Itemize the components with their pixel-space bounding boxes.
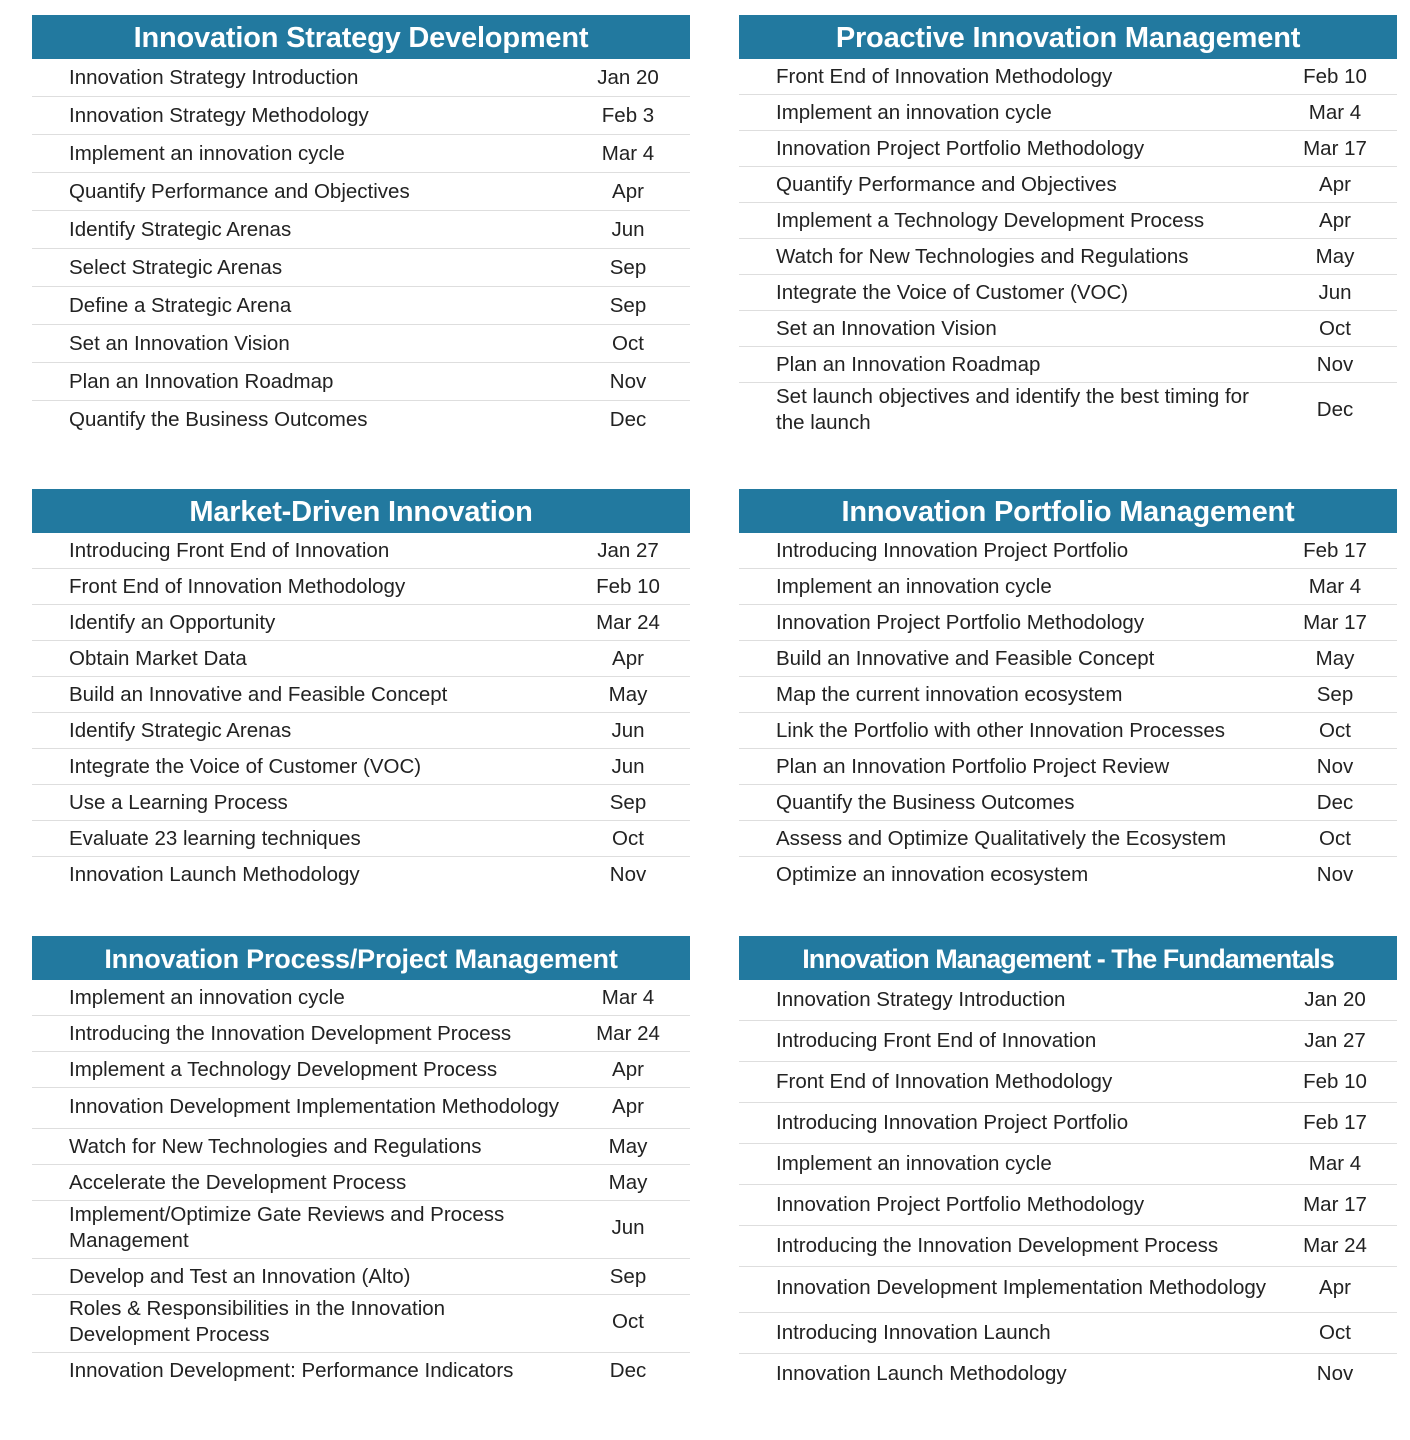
course-title: Select Strategic Arenas <box>69 255 283 279</box>
course-title: Optimize an innovation ecosystem <box>776 862 1089 886</box>
schedule-row <box>32 135 690 173</box>
schedule-row <box>32 249 690 287</box>
schedule-row <box>32 641 690 677</box>
course-date: Sep <box>609 255 647 279</box>
course-date: Oct <box>1319 718 1351 742</box>
course-title: Quantify Performance and Objectives <box>776 172 1117 196</box>
course-date: Feb 10 <box>1303 1070 1367 1093</box>
course-date: Oct <box>612 1310 644 1333</box>
course-date: Dec <box>1316 398 1354 421</box>
course-title: Plan an Innovation Portfolio Project Review <box>776 754 1170 778</box>
course-date: Mar 4 <box>601 985 655 1009</box>
schedule-row <box>32 1201 690 1259</box>
course-date: Mar 24 <box>596 1021 660 1045</box>
course-title: Watch for New Technologies and Regulations <box>69 1134 482 1158</box>
schedule-row <box>739 311 1397 347</box>
schedule-row <box>739 239 1397 275</box>
course-date: Sep <box>609 1264 647 1288</box>
panel-innovation-portfolio-management <box>739 489 1397 892</box>
course-title: Set an Innovation Vision <box>776 316 997 340</box>
course-title: Introducing Innovation Launch <box>776 1321 1051 1344</box>
course-title: Implement an innovation cycle <box>69 141 345 165</box>
course-title: Quantify Performance and Objectives <box>69 179 410 203</box>
course-title: Introducing Innovation Project Portfolio <box>776 538 1129 562</box>
course-date: Feb 3 <box>601 103 655 127</box>
schedule-row <box>32 1295 690 1353</box>
course-date: Nov <box>609 369 647 393</box>
course-title: Watch for New Technologies and Regulations <box>776 244 1189 268</box>
course-title: Plan an Innovation Roadmap <box>776 352 1041 376</box>
course-date: May <box>1315 646 1355 670</box>
panel-innovation-process-project-management <box>32 936 690 1388</box>
schedule-row <box>739 1267 1397 1313</box>
course-title: Build an Innovative and Feasible Concept <box>776 646 1155 670</box>
schedule-row <box>739 1062 1397 1103</box>
schedule-row <box>32 211 690 249</box>
schedule-row <box>32 821 690 857</box>
schedule-row <box>739 1103 1397 1144</box>
course-date: Mar 24 <box>1303 1234 1367 1257</box>
panel-header: Market-Driven Innovation <box>32 489 690 533</box>
schedule-row <box>32 713 690 749</box>
course-title: Implement a Technology Development Process <box>776 208 1205 232</box>
course-date: Apr <box>612 1094 644 1118</box>
course-date: Jun <box>611 217 645 241</box>
panel-header: Innovation Management - The Fundamentals <box>739 936 1397 980</box>
course-title: Innovation Launch Methodology <box>776 1362 1067 1385</box>
schedule-row <box>739 533 1397 569</box>
course-date: May <box>1315 244 1355 268</box>
schedule-row <box>739 605 1397 641</box>
schedule-row <box>32 605 690 641</box>
course-title: Introducing Front End of Innovation <box>776 1029 1097 1052</box>
course-date: Oct <box>1319 316 1351 340</box>
course-date: Jun <box>611 754 645 778</box>
course-title: Build an Innovative and Feasible Concept <box>69 682 448 706</box>
course-title: Implement/Optimize Gate Reviews and Process Management <box>69 1203 505 1252</box>
course-date: Dec <box>609 407 647 431</box>
schedule-row <box>32 1353 690 1388</box>
course-date: May <box>608 682 648 706</box>
course-title: Implement an innovation cycle <box>776 574 1052 598</box>
course-title: Introducing Innovation Project Portfolio <box>776 1111 1129 1134</box>
course-date: Nov <box>1316 352 1354 376</box>
course-title: Integrate the Voice of Customer (VOC) <box>69 754 422 778</box>
course-date: Mar 17 <box>1303 610 1367 634</box>
schedule-row <box>32 363 690 401</box>
course-title: Innovation Project Portfolio Methodology <box>776 136 1145 160</box>
course-date: Jan 20 <box>1304 988 1366 1011</box>
course-title: Set launch objectives and identify the best timing for the launch <box>776 385 1249 434</box>
schedule-row <box>32 533 690 569</box>
course-title: Accelerate the Development Process <box>69 1170 407 1194</box>
schedule-row <box>32 287 690 325</box>
schedule-row <box>739 167 1397 203</box>
panel-market-driven-innovation <box>32 489 690 892</box>
schedule-row <box>739 821 1397 857</box>
schedule-row <box>739 383 1397 440</box>
course-title: Front End of Innovation Methodology <box>776 1070 1113 1093</box>
schedule-row <box>739 713 1397 749</box>
schedule-row <box>739 95 1397 131</box>
course-title: Identify Strategic Arenas <box>69 217 292 241</box>
schedule-row <box>739 59 1397 95</box>
course-date: Oct <box>612 826 644 850</box>
course-title: Innovation Development Implementation Methodology <box>69 1094 560 1118</box>
panel-header: Proactive Innovation Management <box>739 15 1397 59</box>
course-title: Introducing the Innovation Development Process <box>776 1234 1219 1257</box>
schedule-row <box>739 275 1397 311</box>
course-date: Feb 17 <box>1303 538 1367 562</box>
course-title: Map the current innovation ecosystem <box>776 682 1123 706</box>
schedule-row <box>32 749 690 785</box>
schedule-row <box>739 677 1397 713</box>
course-title: Innovation Launch Methodology <box>69 862 360 886</box>
course-title: Introducing the Innovation Development Process <box>69 1021 512 1045</box>
schedule-row <box>32 1088 690 1129</box>
course-date: Oct <box>1319 1321 1351 1344</box>
schedule-row <box>739 1313 1397 1354</box>
course-date: Mar 4 <box>601 141 655 165</box>
course-title: Set an Innovation Vision <box>69 331 290 355</box>
course-title: Innovation Development Implementation Methodology <box>776 1276 1267 1299</box>
course-date: Nov <box>1316 754 1354 778</box>
course-date: Mar 17 <box>1303 1193 1367 1216</box>
schedule-row <box>32 677 690 713</box>
schedule-row <box>32 97 690 135</box>
course-title: Link the Portfolio with other Innovation Processes <box>776 718 1225 742</box>
panel-header: Innovation Portfolio Management <box>739 489 1397 533</box>
schedule-row <box>32 401 690 438</box>
schedule-row <box>739 347 1397 383</box>
course-title: Innovation Strategy Introduction <box>69 65 359 89</box>
schedule-row <box>32 1052 690 1088</box>
course-date: Apr <box>612 1057 644 1081</box>
schedule-row <box>739 749 1397 785</box>
panel-innovation-strategy-development <box>32 15 690 438</box>
course-date: Feb 10 <box>596 574 660 598</box>
course-title: Innovation Project Portfolio Methodology <box>776 610 1145 634</box>
schedule-row <box>32 59 690 97</box>
course-title: Innovation Strategy Introduction <box>776 988 1066 1011</box>
course-title: Use a Learning Process <box>69 790 288 814</box>
course-date: Feb 10 <box>1303 64 1367 88</box>
panel-innovation-management-fundamentals <box>739 936 1397 1394</box>
schedule-row <box>739 980 1397 1021</box>
schedule-row <box>32 785 690 821</box>
course-date: Jan 20 <box>597 65 659 89</box>
schedule-row <box>739 857 1397 892</box>
schedule-row <box>739 131 1397 167</box>
course-title: Front End of Innovation Methodology <box>69 574 406 598</box>
course-date: Jun <box>1318 280 1352 304</box>
schedule-row <box>739 1185 1397 1226</box>
course-title: Develop and Test an Innovation (Alto) <box>69 1264 411 1288</box>
course-date: Jan 27 <box>1304 1029 1366 1052</box>
course-date: Mar 17 <box>1303 136 1367 160</box>
schedule-row <box>32 325 690 363</box>
course-date: Jan 27 <box>597 538 659 562</box>
schedule-row <box>32 857 690 892</box>
course-date: Dec <box>1316 790 1354 814</box>
course-date: Nov <box>1316 862 1354 886</box>
schedule-row <box>739 569 1397 605</box>
schedule-row <box>32 569 690 605</box>
schedule-row <box>739 1226 1397 1267</box>
schedule-row <box>32 1165 690 1201</box>
course-date: Dec <box>609 1358 647 1382</box>
course-date: Mar 24 <box>596 610 660 634</box>
course-title: Assess and Optimize Qualitatively the Ecosystem <box>776 826 1227 850</box>
course-title: Identify Strategic Arenas <box>69 718 292 742</box>
course-date: Nov <box>1316 1362 1354 1385</box>
course-date: Jun <box>611 1216 645 1239</box>
schedule-row <box>32 1129 690 1165</box>
course-date: Nov <box>609 862 647 886</box>
course-title: Identify an Opportunity <box>69 610 276 634</box>
course-date: Mar 4 <box>1308 100 1362 124</box>
course-date: Jun <box>611 718 645 742</box>
course-title: Innovation Strategy Methodology <box>69 103 369 127</box>
course-title: Implement an innovation cycle <box>776 100 1052 124</box>
schedule-row <box>739 641 1397 677</box>
course-title: Implement a Technology Development Process <box>69 1057 498 1081</box>
schedule-row <box>32 980 690 1016</box>
course-title: Quantify the Business Outcomes <box>69 407 368 431</box>
course-title: Plan an Innovation Roadmap <box>69 369 334 393</box>
panel-header: Innovation Process/Project Management <box>32 936 690 980</box>
course-title: Implement an innovation cycle <box>69 985 345 1009</box>
course-date: Apr <box>1319 172 1351 196</box>
course-date: Feb 17 <box>1303 1111 1367 1134</box>
course-date: Sep <box>1316 682 1354 706</box>
course-date: Sep <box>609 790 647 814</box>
course-title: Innovation Project Portfolio Methodology <box>776 1193 1145 1216</box>
course-date: Apr <box>1319 1276 1351 1299</box>
course-date: Sep <box>609 293 647 317</box>
course-date: May <box>608 1134 648 1158</box>
course-date: May <box>608 1170 648 1194</box>
course-title: Introducing Front End of Innovation <box>69 538 390 562</box>
course-date: Mar 4 <box>1308 1152 1362 1175</box>
course-title: Implement an innovation cycle <box>776 1152 1052 1175</box>
schedule-row <box>739 203 1397 239</box>
panel-proactive-innovation-management <box>739 15 1397 440</box>
course-date: Oct <box>1319 826 1351 850</box>
schedule-row <box>32 1016 690 1052</box>
course-date: Apr <box>612 646 644 670</box>
schedule-row <box>739 1021 1397 1062</box>
course-date: Oct <box>612 331 644 355</box>
course-title: Define a Strategic Arena <box>69 293 292 317</box>
course-date: Apr <box>612 179 644 203</box>
course-date: Mar 4 <box>1308 574 1362 598</box>
course-date: Apr <box>1319 208 1351 232</box>
course-title: Innovation Development: Performance Indicators <box>69 1358 514 1382</box>
course-title: Quantify the Business Outcomes <box>776 790 1075 814</box>
course-title: Roles & Responsibilities in the Innovation Development Process <box>69 1297 446 1346</box>
course-title: Front End of Innovation Methodology <box>776 64 1113 88</box>
schedule-row <box>739 1354 1397 1394</box>
course-title: Integrate the Voice of Customer (VOC) <box>776 280 1129 304</box>
panel-header: Innovation Strategy Development <box>32 15 690 59</box>
schedule-row <box>739 1144 1397 1185</box>
schedule-row <box>32 173 690 211</box>
course-title: Obtain Market Data <box>69 646 247 670</box>
schedule-row <box>32 1259 690 1295</box>
schedule-row <box>739 785 1397 821</box>
course-title: Evaluate 23 learning techniques <box>69 826 361 850</box>
